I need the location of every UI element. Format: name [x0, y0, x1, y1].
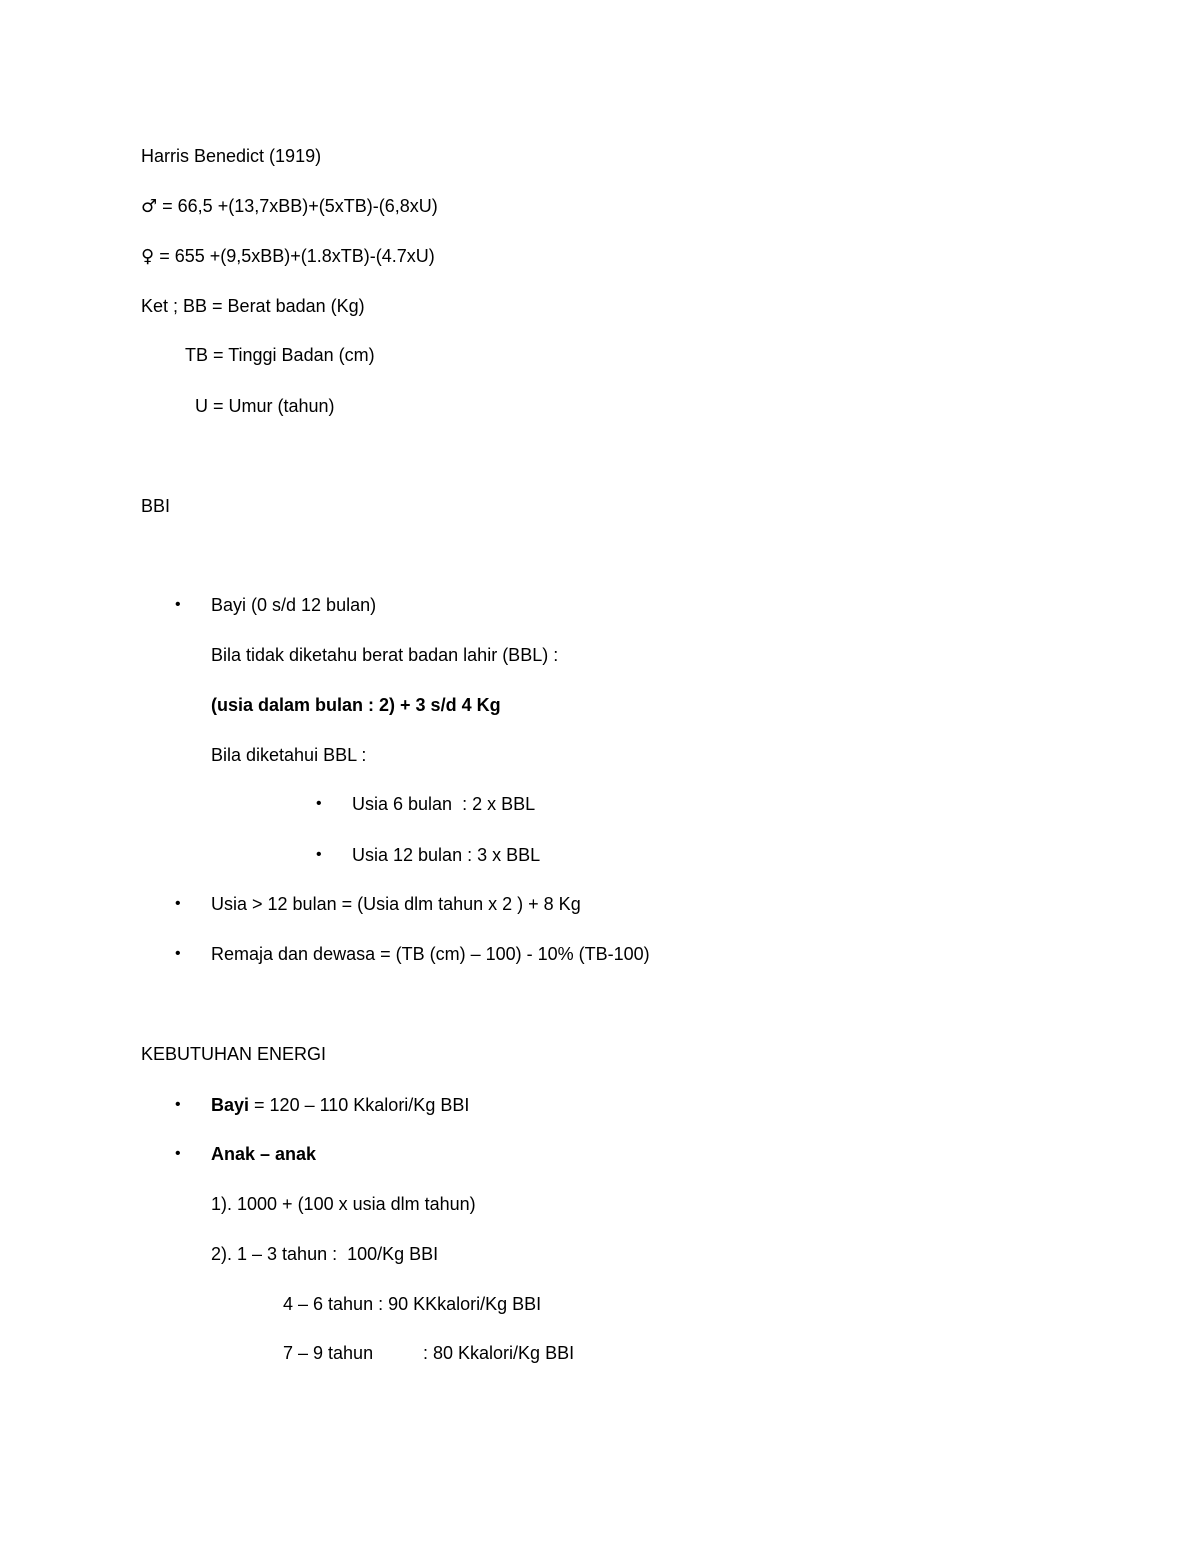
ket-tb: TB = Tinggi Badan (cm) — [185, 345, 375, 365]
male-symbol-icon: ♂ — [141, 196, 158, 217]
energi-anak-label: Anak – anak — [211, 1144, 317, 1164]
bbi-formula: (usia dalam bulan : 2) + 3 s/d 4 Kg — [211, 695, 501, 715]
energi-item4-value: : 80 Kkalori/Kg BBI — [423, 1343, 575, 1363]
bbi-usia6: Usia 6 bulan : 2 x BBL — [352, 794, 536, 814]
harris-title: Harris Benedict (1919) — [141, 146, 322, 166]
bullet-icon: • — [175, 1096, 181, 1113]
energi-item2: 2). 1 – 3 tahun : 100/Kg BBI — [211, 1244, 439, 1264]
energi-item1: 1). 1000 + (100 x usia dlm tahun) — [211, 1194, 476, 1214]
female-formula-line — [141, 244, 435, 269]
bullet-icon: • — [175, 895, 181, 912]
bbi-bila-diketahui: Bila diketahui BBL : — [211, 745, 367, 765]
bullet-icon: • — [316, 846, 322, 863]
bbi-bila-tidak: Bila tidak diketahu berat badan lahir (BBL) : — [211, 645, 559, 665]
bbi-remaja: Remaja dan dewasa = (TB (cm) – 100) - 10% (TB-100) — [211, 944, 650, 964]
bbi-bayi: Bayi (0 s/d 12 bulan) — [211, 595, 377, 615]
bbi-usia-lebih: Usia > 12 bulan = (Usia dlm tahun x 2 ) + 8 Kg — [211, 894, 581, 914]
ket-u: U = Umur (tahun) — [195, 396, 335, 416]
bbi-title: BBI — [141, 496, 171, 516]
energi-bayi-line — [211, 1093, 469, 1117]
ket-bb: Ket ; BB = Berat badan (Kg) — [141, 296, 365, 316]
bullet-icon: • — [175, 596, 181, 613]
female-symbol-icon: ♀ — [141, 246, 155, 267]
bullet-icon: • — [316, 795, 322, 812]
energi-bayi-label: Bayi — [211, 1095, 250, 1115]
female-formula: = 655 +(9,5xBB)+(1.8xTB)-(4.7xU) — [154, 246, 435, 266]
energi-item4-label: 7 – 9 tahun — [283, 1343, 374, 1363]
energi-bayi-value: = 120 – 110 Kkalori/Kg BBI — [249, 1095, 470, 1115]
male-formula-line — [141, 194, 438, 219]
bbi-usia12: Usia 12 bulan : 3 x BBL — [352, 845, 541, 865]
male-formula: = 66,5 +(13,7xBB)+(5xTB)-(6,8xU) — [157, 196, 438, 216]
bullet-icon: • — [175, 945, 181, 962]
bullet-icon: • — [175, 1145, 181, 1162]
energi-title: KEBUTUHAN ENERGI — [141, 1044, 327, 1064]
energi-item3: 4 – 6 tahun : 90 KKkalori/Kg BBI — [283, 1294, 542, 1314]
